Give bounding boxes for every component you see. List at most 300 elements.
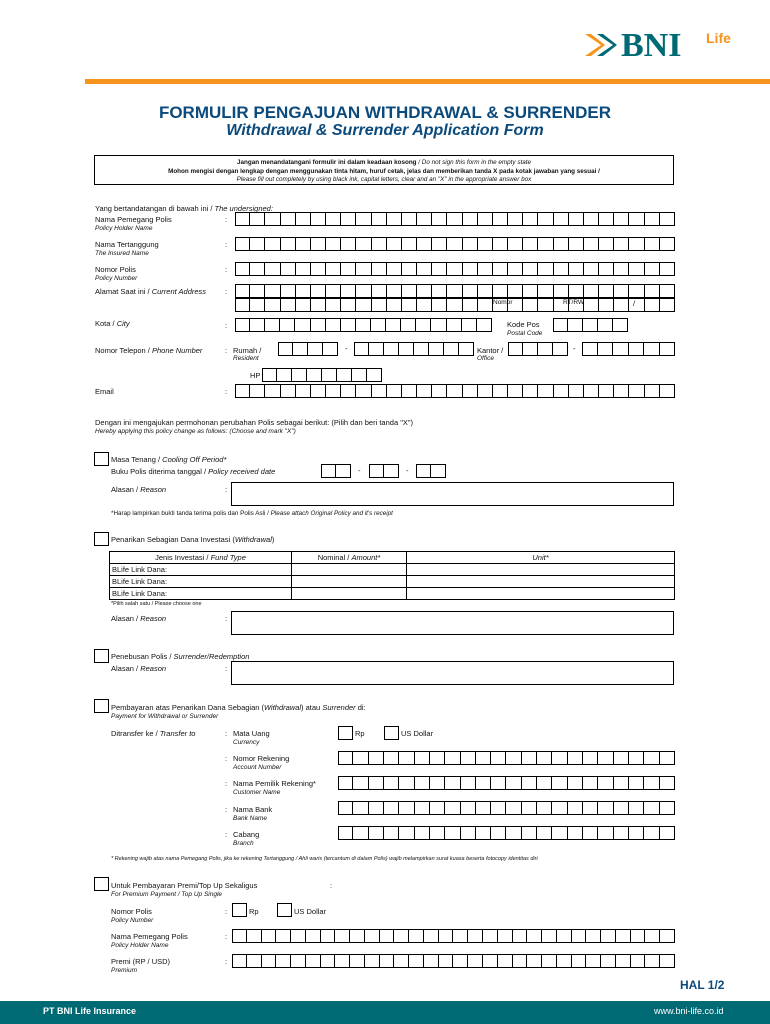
char-box[interactable] [250,284,265,298]
unit-cell[interactable] [407,576,675,588]
footer-url[interactable]: www.bni-life.co.id [654,1006,724,1016]
char-box[interactable] [250,298,265,312]
char-box[interactable] [235,318,250,332]
char-box[interactable] [523,384,538,398]
char-box[interactable] [402,284,417,298]
char-box[interactable] [557,929,572,943]
char-box[interactable] [552,826,567,840]
char-box[interactable] [372,298,387,312]
char-box[interactable] [660,384,675,398]
char-box[interactable] [356,318,371,332]
char-box[interactable] [614,284,629,298]
char-box[interactable] [644,751,659,765]
received-month-boxes[interactable] [369,464,399,478]
char-box[interactable] [523,284,538,298]
char-box[interactable] [629,826,644,840]
char-box[interactable] [553,342,568,356]
char-box[interactable] [338,776,353,790]
char-box[interactable] [281,262,296,276]
char-box[interactable] [527,954,542,968]
char-box[interactable] [629,298,644,312]
char-box[interactable] [365,954,380,968]
char-box[interactable] [416,464,431,478]
char-box[interactable] [614,237,629,251]
char-box[interactable] [554,284,569,298]
char-box[interactable] [262,368,277,382]
char-box[interactable] [614,384,629,398]
char-box[interactable] [371,318,386,332]
char-box[interactable] [367,368,382,382]
char-box[interactable] [463,298,478,312]
char-box[interactable] [350,929,365,943]
char-box[interactable] [250,318,265,332]
char-box[interactable] [417,212,432,226]
char-box[interactable] [584,384,599,398]
char-box[interactable] [322,368,337,382]
char-box[interactable] [468,929,483,943]
char-box[interactable] [599,212,614,226]
char-box[interactable] [568,751,583,765]
char-box[interactable] [447,318,462,332]
char-box[interactable] [445,751,460,765]
char-box[interactable] [461,776,476,790]
char-box[interactable] [280,318,295,332]
char-box[interactable] [569,237,584,251]
char-box[interactable] [552,751,567,765]
char-box[interactable] [399,826,414,840]
char-box[interactable] [432,284,447,298]
char-box[interactable] [660,262,675,276]
char-box[interactable] [614,751,629,765]
char-box[interactable] [429,342,444,356]
currency-usd-checkbox[interactable] [384,726,399,740]
premium-checkbox[interactable] [94,877,109,891]
char-box[interactable] [552,801,567,815]
char-box[interactable] [493,237,508,251]
char-box[interactable] [542,929,557,943]
char-box[interactable] [341,318,356,332]
char-box[interactable] [291,929,306,943]
received-year-boxes[interactable] [416,464,446,478]
char-box[interactable] [498,954,513,968]
char-box[interactable] [308,342,323,356]
char-box[interactable] [538,262,553,276]
partial-withdrawal-checkbox[interactable] [94,532,109,546]
char-box[interactable] [645,298,660,312]
char-box[interactable] [478,298,493,312]
bank-name-boxes[interactable] [338,801,675,815]
home-phone-boxes[interactable] [354,342,474,356]
char-box[interactable] [447,298,462,312]
char-box[interactable] [583,801,598,815]
char-box[interactable] [483,929,498,943]
char-box[interactable] [430,801,445,815]
char-box[interactable] [461,826,476,840]
char-box[interactable] [644,801,659,815]
hp-boxes[interactable] [262,368,382,382]
char-box[interactable] [311,384,326,398]
cooling-off-checkbox[interactable] [94,452,109,466]
char-box[interactable] [554,384,569,398]
char-box[interactable] [599,237,614,251]
char-box[interactable] [508,384,523,398]
char-box[interactable] [523,237,538,251]
char-box[interactable] [326,237,341,251]
char-box[interactable] [445,826,460,840]
char-box[interactable] [522,826,537,840]
char-box[interactable] [542,954,557,968]
char-box[interactable] [430,826,445,840]
char-box[interactable] [598,776,613,790]
char-box[interactable] [527,929,542,943]
surrender-reason-field[interactable] [231,661,674,685]
char-box[interactable] [276,954,291,968]
surrender-checkbox[interactable] [94,649,109,663]
char-box[interactable] [631,954,646,968]
char-box[interactable] [291,954,306,968]
char-box[interactable] [463,384,478,398]
char-box[interactable] [341,384,356,398]
char-box[interactable] [415,801,430,815]
char-box[interactable] [430,751,445,765]
char-box[interactable] [232,929,247,943]
char-box[interactable] [660,954,675,968]
char-box[interactable] [311,237,326,251]
char-box[interactable] [444,342,459,356]
char-box[interactable] [583,318,598,332]
received-day-boxes[interactable] [321,464,351,478]
fund-row-3[interactable]: BLife Link Dana: [110,588,292,600]
char-box[interactable] [445,801,460,815]
char-box[interactable] [476,826,491,840]
char-box[interactable] [353,751,368,765]
char-box[interactable] [369,801,384,815]
char-box[interactable] [523,298,538,312]
partial-reason-field[interactable] [231,611,674,635]
char-box[interactable] [409,929,424,943]
char-box[interactable] [599,384,614,398]
char-box[interactable] [369,776,384,790]
char-box[interactable] [463,262,478,276]
char-box[interactable] [523,342,538,356]
char-box[interactable] [296,298,311,312]
char-box[interactable] [387,284,402,298]
char-box[interactable] [584,237,599,251]
char-box[interactable] [453,929,468,943]
char-box[interactable] [341,212,356,226]
char-box[interactable] [416,318,431,332]
char-box[interactable] [401,318,416,332]
char-box[interactable] [278,342,293,356]
char-box[interactable] [307,368,322,382]
char-box[interactable] [613,318,628,332]
char-box[interactable] [598,801,613,815]
char-box[interactable] [265,262,280,276]
char-box[interactable] [402,384,417,398]
char-box[interactable] [463,284,478,298]
char-box[interactable] [598,751,613,765]
char-box[interactable] [569,262,584,276]
char-box[interactable] [491,801,506,815]
char-box[interactable] [306,929,321,943]
cooling-reason-field[interactable] [231,482,674,506]
char-box[interactable] [478,384,493,398]
char-box[interactable] [491,751,506,765]
char-box[interactable] [417,298,432,312]
char-box[interactable] [338,801,353,815]
char-box[interactable] [522,801,537,815]
fund-row-2[interactable]: BLife Link Dana: [110,576,292,588]
char-box[interactable] [461,801,476,815]
char-box[interactable] [265,237,280,251]
holder-name-boxes[interactable] [235,212,675,226]
char-box[interactable] [424,954,439,968]
char-box[interactable] [537,801,552,815]
office-phone-boxes[interactable] [582,342,675,356]
char-box[interactable] [462,318,477,332]
char-box[interactable] [568,826,583,840]
char-box[interactable] [247,954,262,968]
char-box[interactable] [601,929,616,943]
account-number-boxes[interactable] [338,751,675,765]
char-box[interactable] [645,284,660,298]
char-box[interactable] [350,954,365,968]
char-box[interactable] [341,237,356,251]
char-box[interactable] [491,776,506,790]
char-box[interactable] [321,464,336,478]
char-box[interactable] [341,262,356,276]
char-box[interactable] [409,954,424,968]
char-box[interactable] [584,212,599,226]
char-box[interactable] [568,801,583,815]
char-box[interactable] [629,212,644,226]
payment-checkbox[interactable] [94,699,109,713]
char-box[interactable] [296,262,311,276]
char-box[interactable] [365,929,380,943]
char-box[interactable] [356,237,371,251]
char-box[interactable] [645,384,660,398]
char-box[interactable] [353,801,368,815]
char-box[interactable] [372,212,387,226]
char-box[interactable] [513,929,528,943]
char-box[interactable] [384,751,399,765]
char-box[interactable] [538,342,553,356]
char-box[interactable] [335,929,350,943]
char-box[interactable] [568,776,583,790]
char-box[interactable] [296,237,311,251]
char-box[interactable] [508,262,523,276]
char-box[interactable] [293,342,308,356]
char-box[interactable] [387,212,402,226]
char-box[interactable] [311,284,326,298]
char-box[interactable] [493,384,508,398]
char-box[interactable] [384,464,399,478]
char-box[interactable] [453,954,468,968]
char-box[interactable] [478,262,493,276]
char-box[interactable] [644,826,659,840]
char-box[interactable] [493,262,508,276]
currency-rp-checkbox[interactable] [338,726,353,740]
char-box[interactable] [399,801,414,815]
char-box[interactable] [522,776,537,790]
char-box[interactable] [572,954,587,968]
char-box[interactable] [616,929,631,943]
char-box[interactable] [417,384,432,398]
char-box[interactable] [356,262,371,276]
char-box[interactable] [631,929,646,943]
char-box[interactable] [568,318,583,332]
char-box[interactable] [629,284,644,298]
char-box[interactable] [614,298,629,312]
char-box[interactable] [476,776,491,790]
char-box[interactable] [369,342,384,356]
char-box[interactable] [277,368,292,382]
char-box[interactable] [417,284,432,298]
char-box[interactable] [498,929,513,943]
char-box[interactable] [432,237,447,251]
char-box[interactable] [660,801,675,815]
premium-rp-checkbox[interactable] [232,903,247,917]
char-box[interactable] [265,384,280,398]
char-box[interactable] [584,298,599,312]
char-box[interactable] [583,826,598,840]
char-box[interactable] [387,384,402,398]
char-box[interactable] [311,298,326,312]
char-box[interactable] [508,237,523,251]
char-box[interactable] [614,776,629,790]
char-box[interactable] [586,929,601,943]
char-box[interactable] [311,262,326,276]
char-box[interactable] [660,212,675,226]
char-box[interactable] [387,262,402,276]
char-box[interactable] [399,751,414,765]
char-box[interactable] [601,954,616,968]
char-box[interactable] [439,929,454,943]
char-box[interactable] [232,954,247,968]
char-box[interactable] [321,954,336,968]
char-box[interactable] [537,776,552,790]
char-box[interactable] [296,384,311,398]
char-box[interactable] [372,284,387,298]
char-box[interactable] [660,237,675,251]
char-box[interactable] [265,318,280,332]
char-box[interactable] [538,298,553,312]
char-box[interactable] [660,826,675,840]
char-box[interactable] [645,954,660,968]
char-box[interactable] [402,298,417,312]
char-box[interactable] [372,262,387,276]
char-box[interactable] [660,776,675,790]
char-box[interactable] [554,212,569,226]
char-box[interactable] [384,776,399,790]
char-box[interactable] [614,212,629,226]
char-box[interactable] [235,262,250,276]
char-box[interactable] [508,342,523,356]
char-box[interactable] [295,318,310,332]
char-box[interactable] [399,776,414,790]
char-box[interactable] [629,384,644,398]
char-box[interactable] [369,826,384,840]
char-box[interactable] [356,298,371,312]
char-box[interactable] [660,751,675,765]
char-box[interactable] [506,826,521,840]
unit-cell[interactable] [407,588,675,600]
char-box[interactable] [522,751,537,765]
char-box[interactable] [430,776,445,790]
char-box[interactable] [338,751,353,765]
char-box[interactable] [250,262,265,276]
char-box[interactable] [645,929,660,943]
char-box[interactable] [292,368,307,382]
char-box[interactable] [478,237,493,251]
char-box[interactable] [476,801,491,815]
char-box[interactable] [614,801,629,815]
char-box[interactable] [372,237,387,251]
char-box[interactable] [493,284,508,298]
char-box[interactable] [369,464,384,478]
char-box[interactable] [586,954,601,968]
insured-name-boxes[interactable] [235,237,675,251]
char-box[interactable] [235,298,250,312]
char-box[interactable] [459,342,474,356]
postal-boxes[interactable] [553,318,628,332]
char-box[interactable] [447,384,462,398]
char-box[interactable] [538,284,553,298]
char-box[interactable] [380,929,395,943]
char-box[interactable] [439,954,454,968]
char-box[interactable] [326,298,341,312]
char-box[interactable] [644,776,659,790]
char-box[interactable] [265,298,280,312]
char-box[interactable] [660,298,675,312]
char-box[interactable] [463,212,478,226]
char-box[interactable] [582,342,598,356]
char-box[interactable] [644,342,660,356]
char-box[interactable] [538,212,553,226]
char-box[interactable] [513,954,528,968]
char-box[interactable] [572,929,587,943]
char-box[interactable] [281,384,296,398]
char-box[interactable] [506,751,521,765]
char-box[interactable] [281,212,296,226]
char-box[interactable] [394,929,409,943]
char-box[interactable] [613,342,629,356]
char-box[interactable] [447,284,462,298]
char-box[interactable] [356,212,371,226]
char-box[interactable] [491,826,506,840]
char-box[interactable] [569,212,584,226]
amount-cell[interactable] [292,588,407,600]
char-box[interactable] [569,284,584,298]
char-box[interactable] [478,284,493,298]
char-box[interactable] [538,237,553,251]
char-box[interactable] [311,212,326,226]
char-box[interactable] [463,237,478,251]
char-box[interactable] [415,826,430,840]
char-box[interactable] [265,212,280,226]
char-box[interactable] [447,262,462,276]
char-box[interactable] [414,342,429,356]
char-box[interactable] [323,342,338,356]
char-box[interactable] [432,298,447,312]
char-box[interactable] [431,318,446,332]
char-box[interactable] [296,212,311,226]
char-box[interactable] [326,212,341,226]
char-box[interactable] [356,284,371,298]
char-box[interactable] [557,954,572,968]
char-box[interactable] [483,954,498,968]
char-box[interactable] [281,298,296,312]
